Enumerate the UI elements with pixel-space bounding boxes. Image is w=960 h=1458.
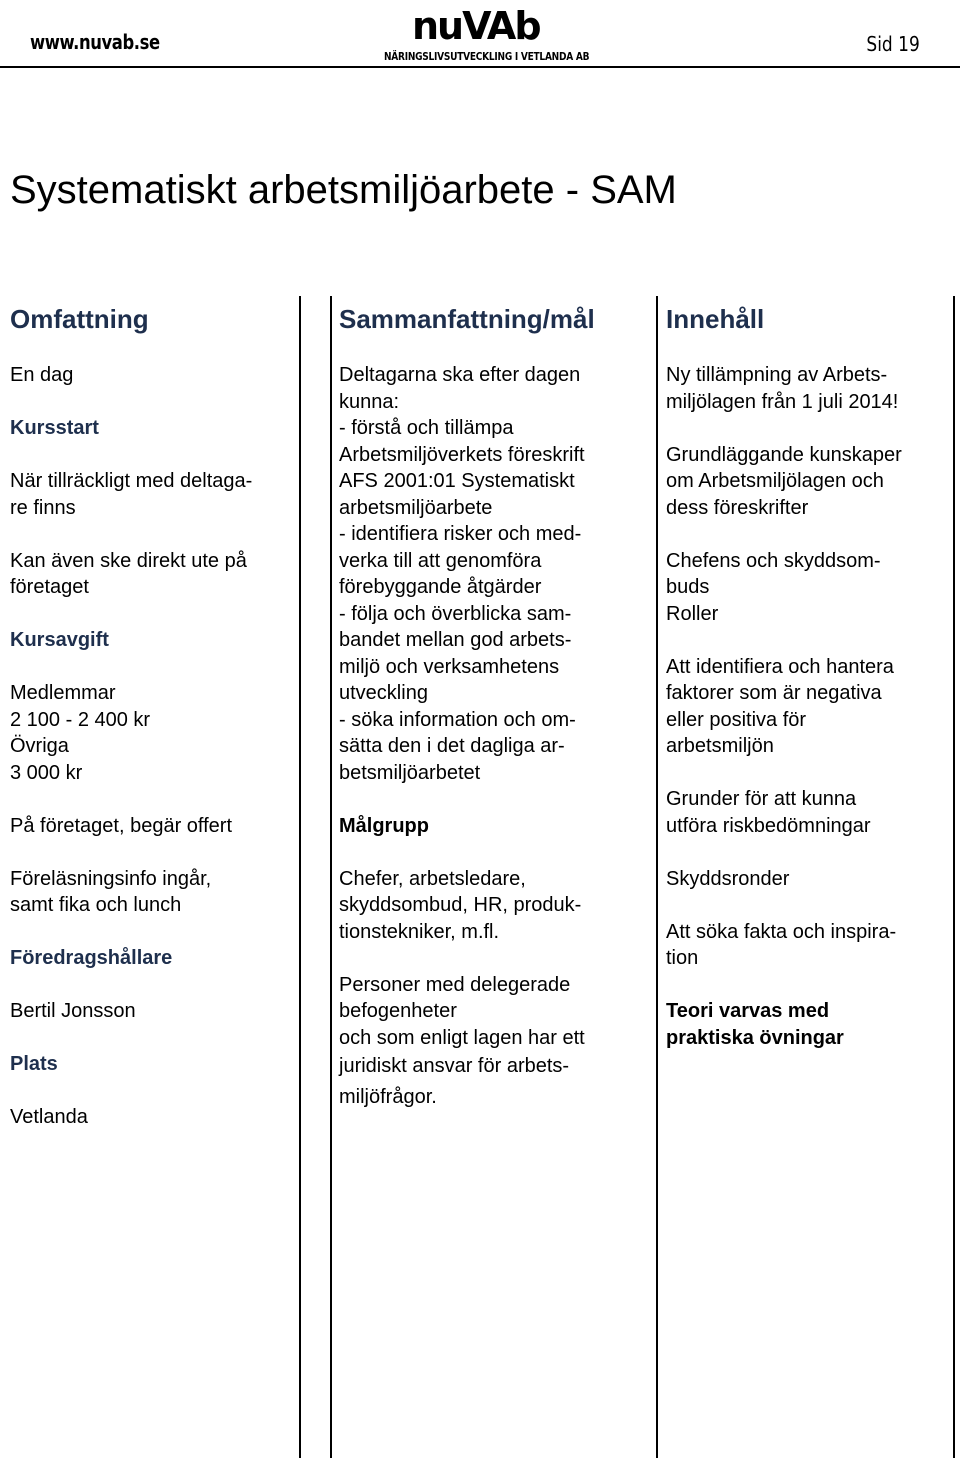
site-link[interactable]: www.nuvab.se: [30, 30, 160, 54]
mal-line: bandet mellan god arbets-: [339, 629, 572, 651]
plats-label: Plats: [10, 1053, 58, 1075]
logo-wordmark: nuVAb: [412, 4, 540, 48]
kursavgift-label: Kursavgift: [10, 629, 109, 651]
innehall-line: dess föreskrifter: [666, 496, 809, 519]
innehall-item: [666, 866, 954, 893]
innehall-item: [666, 919, 954, 972]
mal-line: betsmiljöarbetet: [339, 761, 481, 784]
medlemmar-price: 2 100 - 2 400 kr: [10, 708, 151, 731]
omfattning-value: En dag: [10, 364, 74, 386]
heading-innehall: Innehåll: [666, 304, 765, 334]
innehall-line: Chefens och skyddsom-: [666, 549, 881, 572]
innehall-item: [666, 786, 954, 839]
mal-line: - förstå och tillämpa: [339, 417, 514, 439]
logo-tagline: NÄRINGSLIVSUTVECKLING I VETLANDA AB: [384, 50, 590, 63]
innehall-line: Grundläggande kunskaper: [666, 443, 902, 466]
column-innehall: [658, 296, 960, 1458]
innehall-line: miljölagen från 1 juli 2014!: [666, 390, 899, 413]
malgrupp-label: Målgrupp: [339, 814, 429, 837]
innehall-line: Roller: [666, 602, 719, 625]
malgrupp-line: Chefer, arbetsledare,: [339, 867, 526, 890]
foredrag-name: Bertil Jonsson: [10, 1000, 136, 1022]
column-sammanfattning: [331, 296, 628, 1458]
personer-line: juridiskt ansvar för arbets-: [339, 1055, 570, 1077]
page-title: Systematiskt arbetsmiljöarbete - SAM: [10, 168, 677, 212]
ovriga-price: 3 000 kr: [10, 761, 83, 784]
innehall-line: Teori varvas med: [666, 1000, 830, 1022]
personer-text: [339, 972, 622, 1114]
nuvab-logo: [384, 4, 594, 63]
ute-line: företaget: [10, 576, 89, 598]
innehall-line: eller positiva för: [666, 708, 807, 731]
mal-line: Deltagarna ska efter dagen: [339, 364, 581, 386]
innehall-line: Grunder för att kunna: [666, 788, 857, 810]
malgrupp-line: skyddsombud, HR, produk-: [339, 894, 582, 916]
personer-line: miljöfrågor.: [339, 1086, 437, 1108]
ovriga-label: Övriga: [10, 735, 69, 757]
personer-line: och som enligt lagen har ett: [339, 1026, 585, 1049]
innehall-item: [666, 442, 954, 522]
innehall-item: [666, 362, 954, 415]
info-line: samt fika och lunch: [10, 894, 182, 916]
mal-line: AFS 2001:01 Systematiskt: [339, 470, 575, 492]
kursstart-line: re finns: [10, 496, 76, 519]
innehall-line: Ny tillämpning av Arbets-: [666, 364, 888, 386]
mal-line: arbetsmiljöarbete: [339, 496, 493, 519]
mal-line: - följa och överblicka sam-: [339, 602, 572, 625]
innehall-line: Att söka fakta och inspira-: [666, 920, 897, 943]
innehall-line: Skyddsronder: [666, 867, 790, 890]
malgrupp-text: [339, 866, 622, 946]
innehall-line: tion: [666, 947, 699, 969]
header-divider: [0, 66, 960, 68]
personer-line: Personer med delegerade: [339, 973, 571, 996]
innehall-line: faktorer som är negativa: [666, 682, 882, 704]
foredrag-label: Föredragshållare: [10, 947, 173, 969]
innehall-line: buds: [666, 576, 710, 598]
mal-line: utveckling: [339, 682, 428, 704]
innehall-line: Att identifiera och hantera: [666, 655, 894, 678]
page-number: Sid 19: [866, 32, 920, 56]
personer-line: befogenheter: [339, 1000, 457, 1022]
mal-line: förebyggande åtgärder: [339, 576, 542, 598]
mal-line: Arbetsmiljöverkets föreskrift: [339, 443, 585, 466]
mal-line: - söka information och om-: [339, 708, 576, 731]
innehall-item: [666, 654, 954, 760]
innehall-line: arbetsmiljön: [666, 735, 774, 757]
mal-line: sätta den i det dagliga ar-: [339, 735, 565, 757]
mal-line: miljö och verksamhetens: [339, 655, 560, 678]
innehall-line: utföra riskbedömningar: [666, 814, 871, 837]
mal-line: - identifiera risker och med-: [339, 523, 582, 545]
innehall-line: om Arbetsmiljölagen och: [666, 470, 884, 492]
heading-omfattning: Omfattning: [10, 304, 149, 334]
innehall-line: praktiska övningar: [666, 1026, 844, 1049]
plats-value: Vetlanda: [10, 1106, 88, 1128]
innehall-item: [666, 548, 954, 628]
kursstart-line: När tillräckligt med deltaga-: [10, 470, 253, 492]
heading-sammanfattning: Sammanfattning/mål: [339, 304, 595, 334]
offert-text: På företaget, begär offert: [10, 814, 233, 837]
ute-line: Kan även ske direkt ute på: [10, 549, 247, 572]
malgrupp-line: tionstekniker, m.fl.: [339, 920, 500, 943]
innehall-item-bold: [666, 998, 954, 1051]
info-line: Föreläsningsinfo ingår,: [10, 867, 212, 890]
column-omfattning: [0, 296, 300, 1458]
mal-line: kunna:: [339, 390, 400, 413]
mal-line: verka till att genomföra: [339, 549, 542, 572]
medlemmar-label: Medlemmar: [10, 682, 116, 704]
kursstart-label: Kursstart: [10, 417, 99, 439]
mal-text: [339, 362, 622, 786]
page-header: [0, 0, 960, 70]
